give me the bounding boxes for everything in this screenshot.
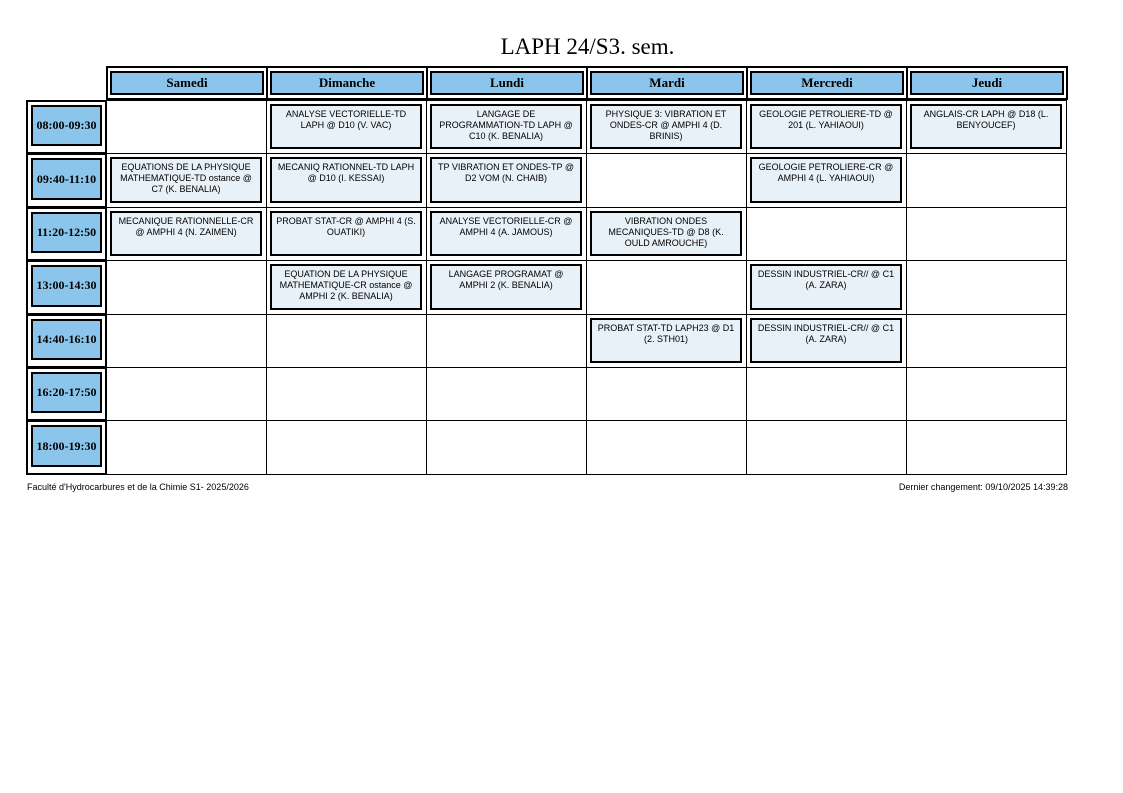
schedule-cell — [426, 314, 587, 368]
schedule-cell — [906, 314, 1067, 368]
schedule-cell — [906, 260, 1067, 314]
time-slot-header — [26, 100, 107, 154]
time-slot-header — [26, 367, 107, 421]
schedule-cell — [746, 153, 907, 207]
day-header-mardi — [586, 66, 748, 100]
time-slot-label: 11:20-12:50 — [31, 212, 102, 253]
course-block[interactable]: MECANIQUE RATIONNELLE-CR @ AMPHI 4 (N. ZAIMEN) — [110, 211, 262, 256]
time-slot-label: 08:00-09:30 — [31, 105, 102, 146]
course-block[interactable]: LANGAGE DE PROGRAMMATION-TD LAPH @ C10 (K. BENALIA) — [430, 104, 582, 149]
schedule-cell — [746, 260, 907, 314]
course-block[interactable]: TP VIBRATION ET ONDES-TP @ D2 VOM (N. CHAIB) — [430, 157, 582, 202]
day-header-samedi — [106, 66, 268, 100]
schedule-cell — [426, 207, 587, 261]
timetable — [26, 66, 1068, 474]
schedule-cell — [586, 100, 747, 154]
time-slot-header — [26, 420, 107, 474]
schedule-cell — [906, 153, 1067, 207]
day-label: Mercredi — [750, 71, 904, 95]
schedule-cell — [106, 260, 267, 314]
schedule-cell — [266, 153, 427, 207]
schedule-cell — [906, 367, 1067, 421]
schedule-cell — [586, 420, 747, 474]
schedule-cell — [266, 100, 427, 154]
course-block[interactable]: ANALYSE VECTORIELLE-TD LAPH @ D10 (V. VAC) — [270, 104, 422, 149]
course-block[interactable]: PROBAT STAT-TD LAPH23 @ D1 (2. STH01) — [590, 318, 742, 363]
footer-institution: Faculté d'Hydrocarbures et de la Chimie S1- 2025/2026 — [27, 482, 249, 492]
schedule-cell — [586, 153, 747, 207]
course-block[interactable]: PHYSIQUE 3: VIBRATION ET ONDES-CR @ AMPHI 4 (D. BRINIS) — [590, 104, 742, 149]
time-slot-label: 13:00-14:30 — [31, 265, 102, 306]
time-slot-header — [26, 153, 107, 207]
course-block[interactable]: MECANIQ RATIONNEL-TD LAPH @ D10 (I. KESSAI) — [270, 157, 422, 202]
course-block[interactable]: GEOLOGIE PETROLIERE-CR @ AMPHI 4 (L. YAHIAOUI) — [750, 157, 902, 202]
schedule-cell — [106, 420, 267, 474]
schedule-cell — [106, 367, 267, 421]
schedule-cell — [746, 207, 907, 261]
schedule-cell — [746, 314, 907, 368]
day-label: Mardi — [590, 71, 744, 95]
course-block[interactable]: ANALYSE VECTORIELLE-CR @ AMPHI 4 (A. JAMOUS) — [430, 211, 582, 256]
schedule-cell — [586, 260, 747, 314]
course-block[interactable]: LANGAGE PROGRAMAT @ AMPHI 2 (K. BENALIA) — [430, 264, 582, 309]
course-block[interactable]: DESSIN INDUSTRIEL-CR// @ C1 (A. ZARA) — [750, 264, 902, 309]
schedule-cell — [426, 260, 587, 314]
page-title: LAPH 24/S3. sem. — [500, 34, 675, 59]
day-header-jeudi — [906, 66, 1068, 100]
time-slot-header — [26, 207, 107, 261]
schedule-cell — [586, 367, 747, 421]
course-block[interactable]: PROBAT STAT-CR @ AMPHI 4 (S. OUATIKI) — [270, 211, 422, 256]
schedule-cell — [426, 100, 587, 154]
day-header-lundi — [426, 66, 588, 100]
day-header-dimanche — [266, 66, 428, 100]
footer-last-change: Dernier changement: 09/10/2025 14:39:28 — [898, 482, 1068, 492]
schedule-cell — [906, 207, 1067, 261]
schedule-cell — [106, 314, 267, 368]
day-label: Jeudi — [910, 71, 1064, 95]
time-slot-label: 18:00-19:30 — [31, 425, 102, 466]
course-block[interactable]: VIBRATION ONDES MECANIQUES-TD @ D8 (K. OULD AMROUCHE) — [590, 211, 742, 256]
schedule-cell — [266, 420, 427, 474]
timetable-corner — [26, 66, 106, 100]
schedule-cell — [266, 367, 427, 421]
schedule-cell — [426, 367, 587, 421]
time-slot-label: 14:40-16:10 — [31, 319, 102, 360]
schedule-cell — [906, 420, 1067, 474]
day-label: Samedi — [110, 71, 264, 95]
day-label: Dimanche — [270, 71, 424, 95]
schedule-cell — [266, 314, 427, 368]
schedule-cell — [106, 207, 267, 261]
schedule-cell — [266, 260, 427, 314]
schedule-cell — [746, 367, 907, 421]
schedule-cell — [746, 100, 907, 154]
schedule-cell — [746, 420, 907, 474]
course-block[interactable]: EQUATION DE LA PHYSIQUE MATHEMATIQUE-CR ostance @ AMPHI 2 (K. BENALIA) — [270, 264, 422, 309]
schedule-cell — [106, 100, 267, 154]
schedule-cell — [106, 153, 267, 207]
schedule-cell — [426, 420, 587, 474]
schedule-cell — [586, 207, 747, 261]
time-slot-header — [26, 260, 107, 314]
course-block[interactable]: DESSIN INDUSTRIEL-CR// @ C1 (A. ZARA) — [750, 318, 902, 363]
schedule-cell — [426, 153, 587, 207]
time-slot-label: 09:40-11:10 — [31, 158, 102, 199]
day-label: Lundi — [430, 71, 584, 95]
course-block[interactable]: EQUATIONS DE LA PHYSIQUE MATHEMATIQUE-TD ostance @ C7 (K. BENALIA) — [110, 157, 262, 202]
schedule-cell — [266, 207, 427, 261]
time-slot-label: 16:20-17:50 — [31, 372, 102, 413]
day-header-mercredi — [746, 66, 908, 100]
schedule-cell — [906, 100, 1067, 154]
course-block[interactable]: GEOLOGIE PETROLIERE-TD @ 201 (L. YAHIAOUI) — [750, 104, 902, 149]
course-block[interactable]: ANGLAIS-CR LAPH @ D18 (L. BENYOUCEF) — [910, 104, 1062, 149]
schedule-cell — [586, 314, 747, 368]
time-slot-header — [26, 314, 107, 368]
